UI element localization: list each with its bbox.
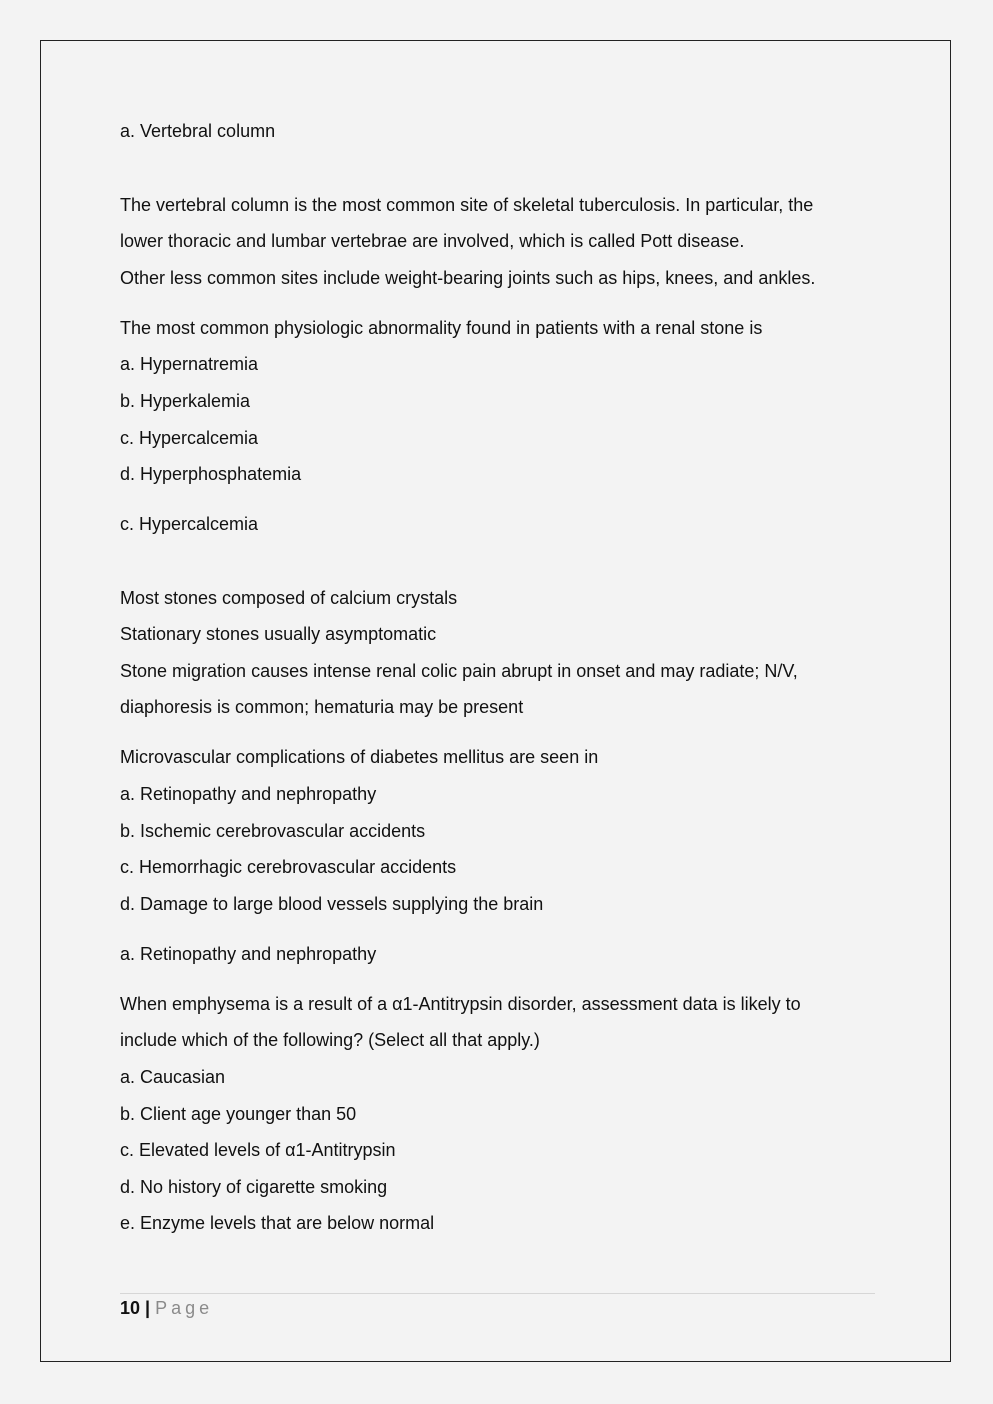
question-line: Microvascular complications of diabetes mellitus are seen in (120, 747, 599, 767)
option-line: a. Retinopathy and nephropathy (120, 784, 377, 804)
option-line: c. Elevated levels of α1-Antitrypsin (120, 1140, 396, 1160)
option-line: e. Enzyme levels that are below normal (120, 1213, 435, 1233)
answer-line: a. Vertebral column (120, 121, 276, 141)
explanation-line: Stationary stones usually asymptomatic (120, 624, 437, 644)
option-line: b. Hyperkalemia (120, 391, 251, 411)
question-line: The most common physiologic abnormality found in patients with a renal stone is (120, 318, 763, 338)
explanation-line: diaphoresis is common; hematuria may be present (120, 697, 524, 717)
option-line: c. Hypercalcemia (120, 428, 259, 448)
answer-line: c. Hypercalcemia (120, 514, 259, 534)
option-line: c. Hemorrhagic cerebrovascular accidents (120, 857, 457, 877)
option-line: a. Caucasian (120, 1067, 226, 1087)
question-line: include which of the following? (Select all that apply.) (120, 1030, 540, 1050)
page-separator: | (145, 1298, 151, 1318)
option-line: b. Client age younger than 50 (120, 1104, 357, 1124)
option-line: b. Ischemic cerebrovascular accidents (120, 821, 426, 841)
explanation-line: Other less common sites include weight-bearing joints such as hips, knees, and ankles. (120, 268, 816, 288)
explanation-line: lower thoracic and lumbar vertebrae are involved, which is called Pott disease. (120, 231, 745, 251)
explanation-line: Most stones composed of calcium crystals (120, 588, 458, 608)
explanation-line: Stone migration causes intense renal colic pain abrupt in onset and may radiate; N/V, (120, 661, 798, 681)
explanation-line: The vertebral column is the most common site of skeletal tuberculosis. In particular, the (120, 195, 814, 215)
page-word: Page (155, 1298, 214, 1318)
footer-divider (120, 1293, 875, 1294)
page-footer (120, 1297, 213, 1319)
question-line: When emphysema is a result of a α1-Antitrypsin disorder, assessment data is likely to (120, 994, 801, 1014)
option-line: d. Hyperphosphatemia (120, 464, 302, 484)
page-number: 10 (120, 1298, 141, 1318)
answer-line: a. Retinopathy and nephropathy (120, 944, 377, 964)
option-line: a. Hypernatremia (120, 354, 259, 374)
option-line: d. No history of cigarette smoking (120, 1177, 388, 1197)
option-line: d. Damage to large blood vessels supplying the brain (120, 894, 544, 914)
